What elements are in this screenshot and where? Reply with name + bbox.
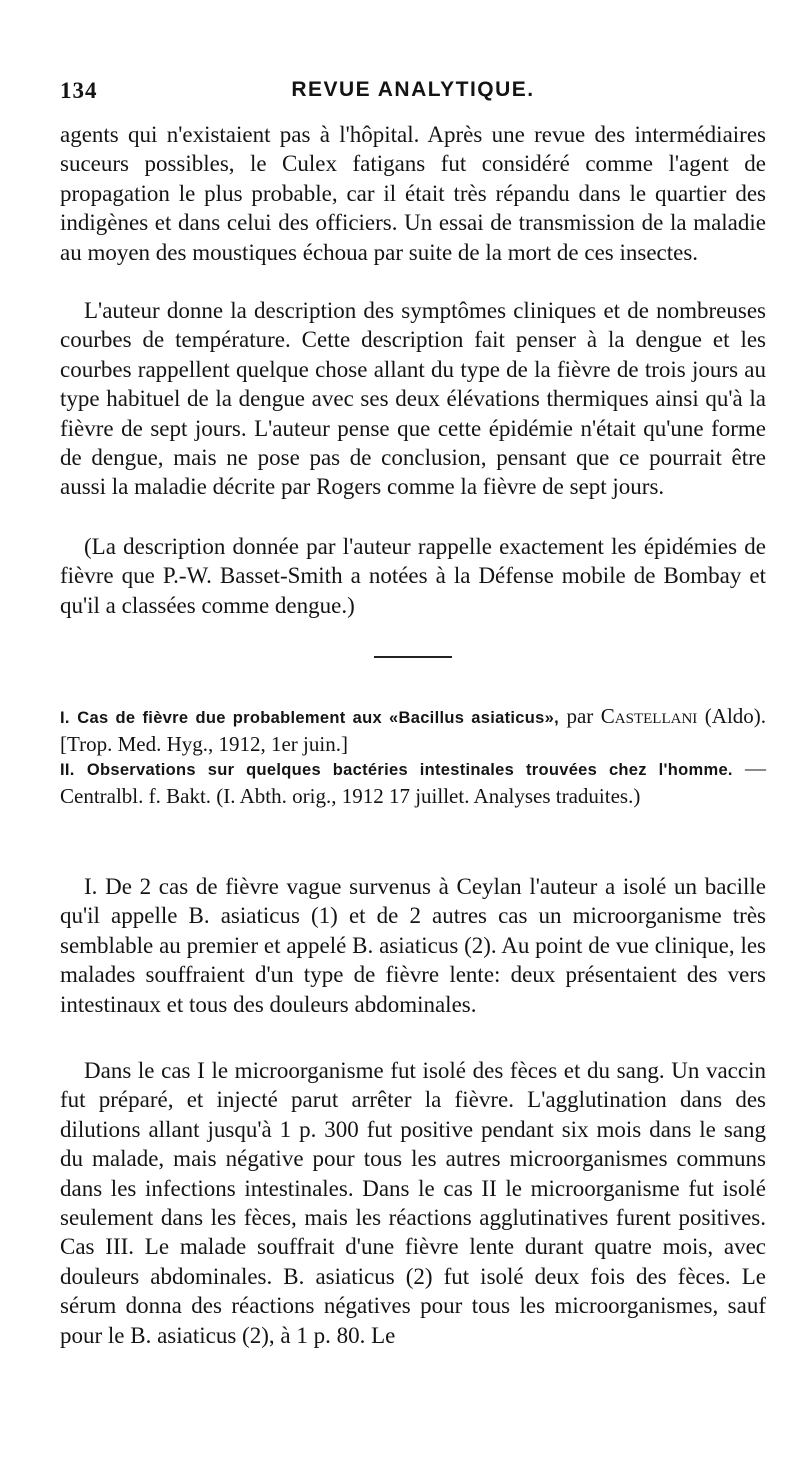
paragraph-5: Dans le cas I le microorganisme fut isolé des fèces et du sang. Un vaccin fut préparé, et injecté parut arrêter la fièvre. L'agglutination dans des dilutions allant jusqu'à 1 p. 300 fut positive pendant six mois dans le sang du malade, mais négative pour tous les autres microorganismes communs dans les infections intestinales. Dans le cas II le microorganisme fut isolé seulement dans les fèces, mais les réactions agglutinatives furent positives. Cas III. Le malade souffrait d'une fièvre lente durant quatre mois, avec douleurs abdominales. B. asiaticus (2) fut isolé deux fois des fèces. Le sérum donna des réactions négatives pour tous les microorganismes, sauf pour le B. asiaticus (2), à 1 p. 80. Le	[60, 1058, 766, 1348]
paragraph-4: I. De 2 cas de fièvre vague survenus à Ceylan l'auteur a isolé un bacille qu'il appelle B. asiaticus (1) et de 2 autres cas un microorganisme très semblable au premier et appelé B. asiaticus (2). Au point de vue clinique, les malades souffraient d'un type de fièvre lente: deux présentaient des vers intestinaux et tous des douleurs abdominales.	[60, 874, 766, 1017]
reference-2-title: Observations sur quelques bactéries intestinales trouvées chez l'homme.	[86, 761, 733, 779]
paragraph-3: (La description donnée par l'auteur rappelle exactement les épidémies de fièvre que P.-W. Basset-Smith a notées à la Défense mobile de Bombay et qu'il a classées comme dengue.)	[60, 534, 766, 618]
reference-2-number: II.	[60, 761, 75, 779]
paragraph-2: L'auteur donne la description des symptômes cliniques et de nombreuses courbes de température. Cette description fait penser à la dengue et les courbes rappellent quelque chose allant du type de la fièvre de trois jours au type habituel de la dengue avec ses deux élévations thermiques ainsi qu'à la fièvre de sept jours. L'auteur pense que cette épidémie n'était qu'une forme de dengue, mais ne pose pas de conclusion, pensant que ce pourrait être aussi la maladie décrite par Rogers comme la fièvre de sept jours.	[60, 298, 766, 500]
reference-1-title: Cas de fièvre due probablement aux «Bacillus asiaticus»,	[77, 709, 559, 727]
reference-2-source: — Centralbl. f. Bakt. (I. Abth. orig., 1912 17 juillet. Analyses traduites.)	[60, 756, 767, 808]
page-header	[60, 78, 766, 110]
document-page	[60, 0, 766, 1467]
paragraph-1: agents qui n'existaient pas à l'hôpital. Après une revue des intermédiaires suceurs possibles, le Culex fatigans fut considéré comme l'agent de propagation le plus probable, car il était très répandu dans le quartier des indigènes et dans celui des officiers. Un essai de transmission de la maladie au moyen des moustiques échoua par suite de la mort de ces insectes.	[60, 122, 766, 265]
page-number: 134	[60, 78, 98, 103]
reference-1-author: Castellani	[600, 704, 698, 728]
reference-1	[60, 704, 766, 757]
reference-1-source: (Aldo). [Trop. Med. Hyg., 1912, 1er juin.]	[60, 704, 767, 756]
reference-1-by: par	[566, 704, 594, 728]
reference-1-number: I.	[60, 709, 70, 727]
section-divider	[374, 656, 452, 658]
reference-2	[60, 756, 766, 809]
running-title: REVUE ANALYTIQUE.	[291, 78, 535, 101]
